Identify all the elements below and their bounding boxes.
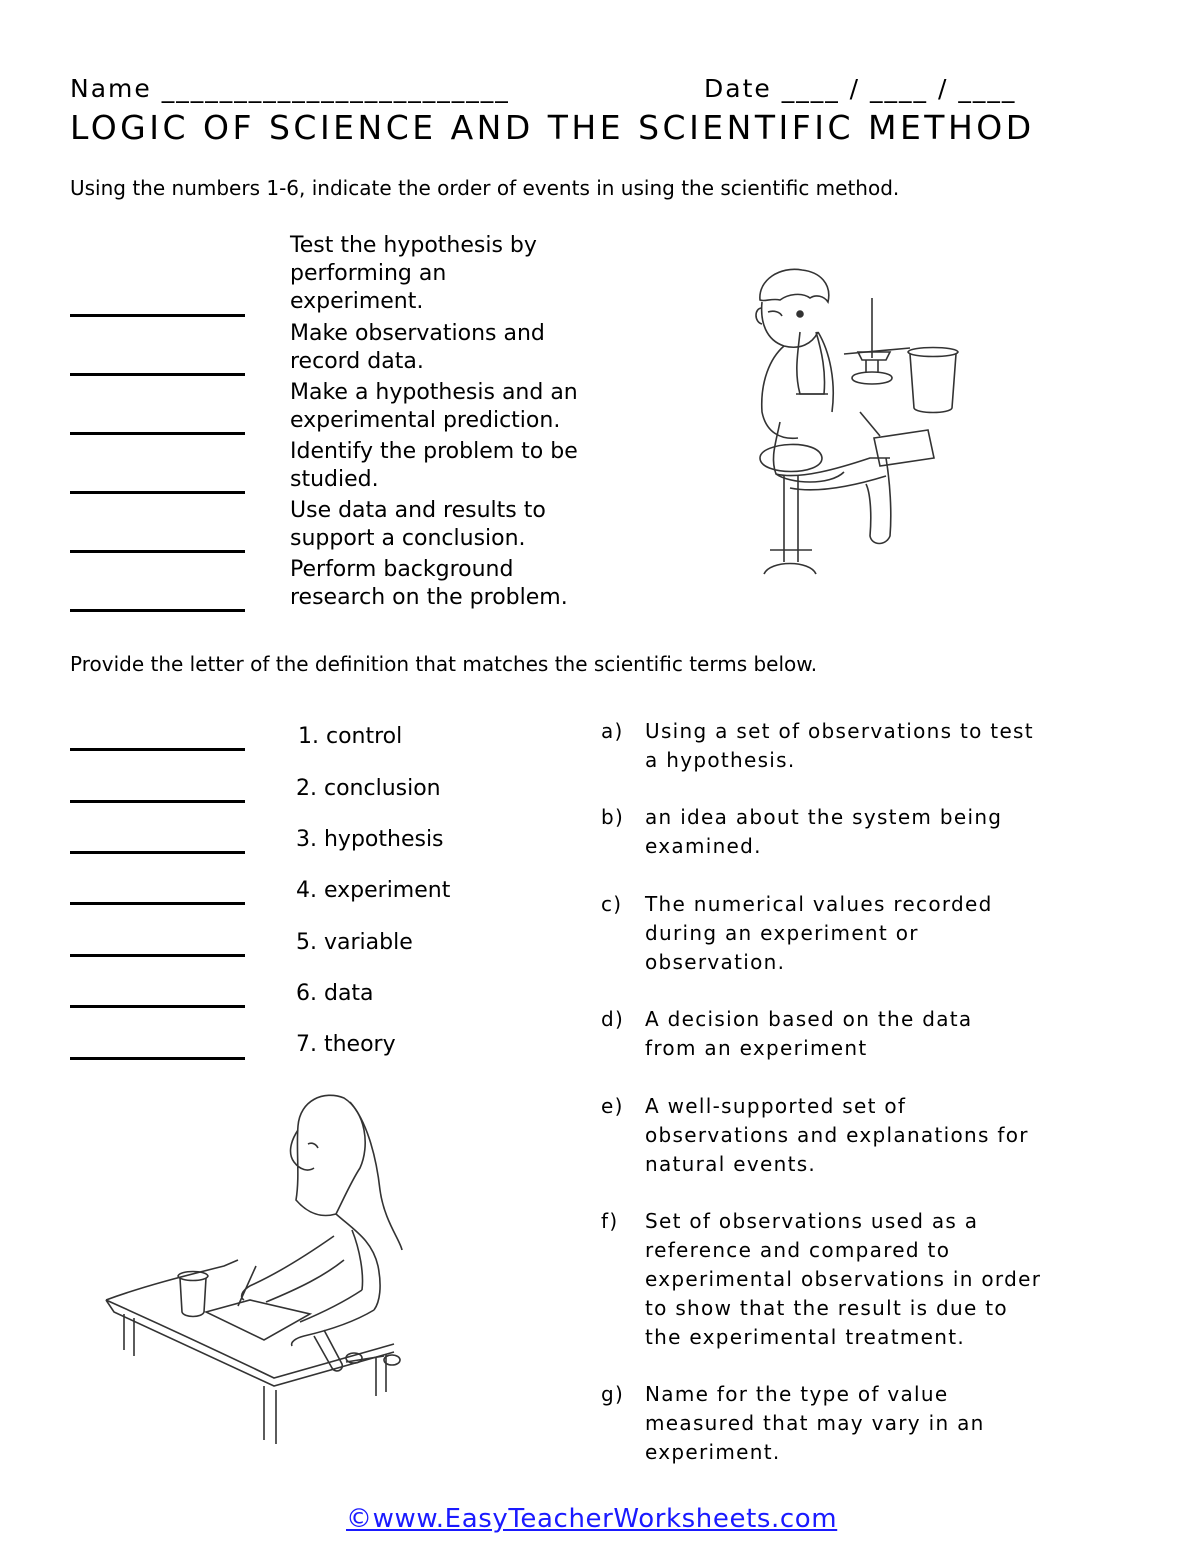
term-hypothesis: 3. hypothesis <box>296 827 444 852</box>
step-text: Identify the problem to be studied. <box>290 439 578 492</box>
term-conclusion: 2. conclusion <box>296 776 441 801</box>
boy-scientist-illustration <box>740 262 980 584</box>
order-answer-blank[interactable] <box>70 432 245 435</box>
matching-answer-blank[interactable] <box>70 1005 245 1008</box>
matching-instruction: Provide the letter of the definition that matches the scientific terms below. <box>70 652 818 676</box>
order-answer-blank[interactable] <box>70 373 245 376</box>
order-instruction: Using the numbers 1-6, indicate the order of events in using the scientific method. <box>70 176 900 200</box>
step-text: Make observations and record data. <box>290 321 545 374</box>
term-theory: 7. theory <box>296 1032 396 1057</box>
matching-answer-blank[interactable] <box>70 851 245 854</box>
step-text: Perform background research on the problem. <box>290 557 568 610</box>
footer-website-link[interactable]: ©www.EasyTeacherWorksheets.com <box>346 1504 838 1534</box>
term-variable: 5. variable <box>296 930 413 955</box>
name-field-label: Name ________________________ <box>70 74 510 103</box>
step-text: Make a hypothesis and an experimental prediction. <box>290 380 578 433</box>
matching-answer-blank[interactable] <box>70 748 245 751</box>
matching-answer-blank[interactable] <box>70 902 245 905</box>
order-answer-blank[interactable] <box>70 609 245 612</box>
step-text: Use data and results to support a conclusion. <box>290 498 546 551</box>
step-text: Test the hypothesis by performing an experiment. <box>290 233 537 314</box>
order-answer-blank[interactable] <box>70 491 245 494</box>
matching-answer-blank[interactable] <box>70 954 245 957</box>
matching-answer-blank[interactable] <box>70 800 245 803</box>
date-field-label: Date ____ / ____ / ____ <box>704 74 1017 103</box>
term-experiment: 4. experiment <box>296 878 451 903</box>
order-answer-blank[interactable] <box>70 314 245 317</box>
girl-at-desk-illustration <box>104 1090 404 1460</box>
page-title: LOGIC OF SCIENCE AND THE SCIENTIFIC METHOD <box>70 108 1035 147</box>
term-control: 1. control <box>298 724 403 749</box>
order-answer-blank[interactable] <box>70 550 245 553</box>
matching-answer-blank[interactable] <box>70 1057 245 1060</box>
term-data: 6. data <box>296 981 374 1006</box>
